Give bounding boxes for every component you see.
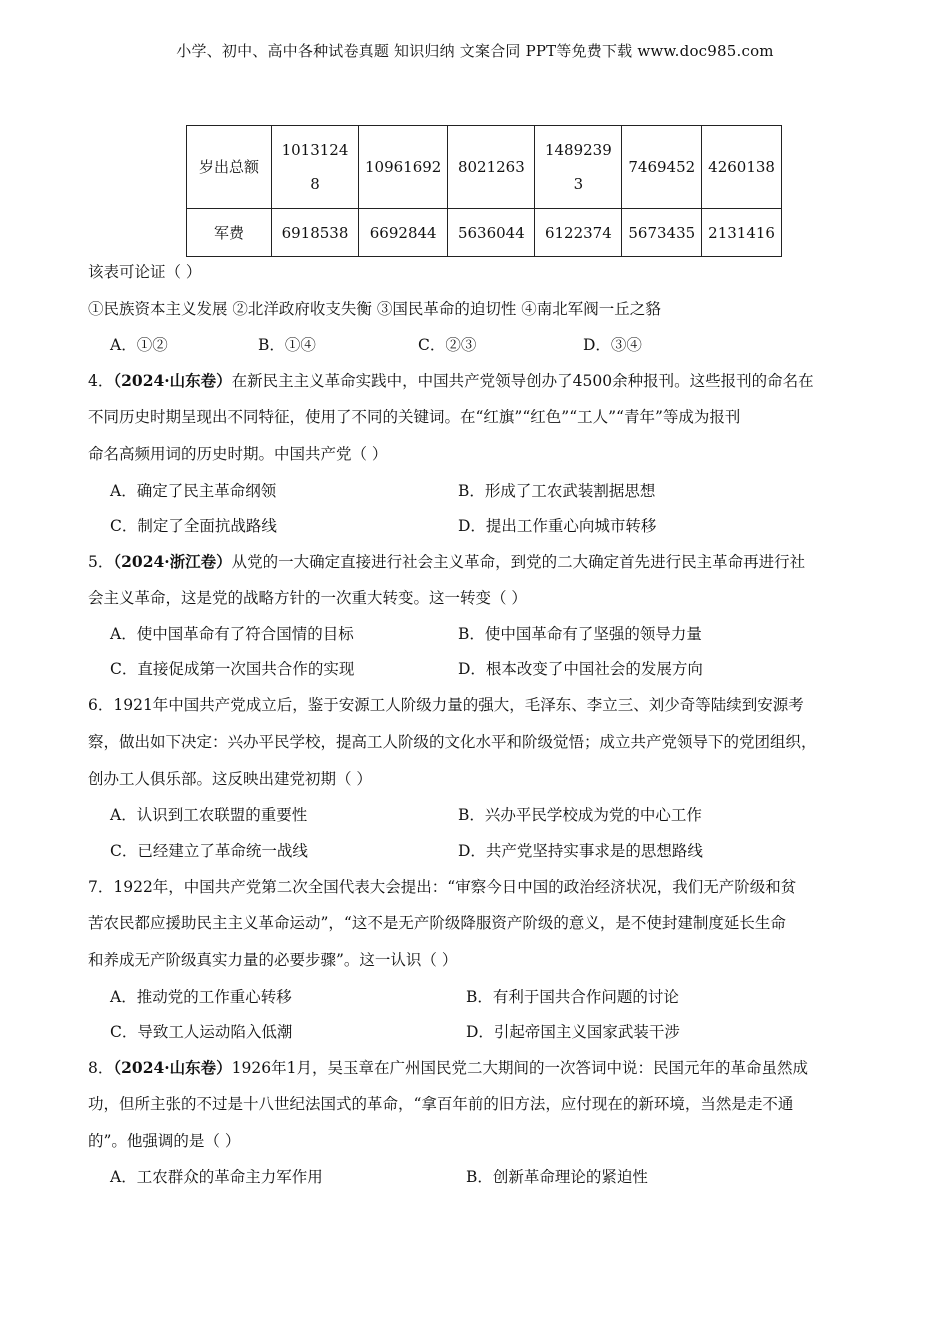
q6-line2: 察，做出如下决定：兴办平民学校，提高工人阶级的文化水平和阶级觉悟；成立共产党领导下的党团组织， (88, 733, 817, 751)
q7-option-a[interactable]: A．推动党的工作重心转移 (110, 988, 292, 1006)
table-cell: 5673435 (622, 209, 702, 257)
q5-option-b[interactable]: B．使中国革命有了坚强的领导力量 (458, 625, 702, 643)
table-cell: 7469452 (622, 126, 702, 209)
table-cell: 5636044 (448, 209, 535, 257)
q6-line1: 6．1921年中国共产党成立后，鉴于安源工人阶级力量的强大，毛泽东、李立三、刘少奇等陆续到安源考 (88, 696, 804, 714)
q4-number: 4． (88, 372, 114, 390)
table-cell: 10131248 (272, 126, 359, 209)
table-cell: 6918538 (272, 209, 359, 257)
q3-option-c[interactable]: C．②③ (418, 336, 477, 354)
q7-option-b[interactable]: B．有利于国共合作问题的讨论 (466, 988, 679, 1006)
q3-option-b[interactable]: B．①④ (258, 336, 316, 354)
q8-text: 1926年1月，吴玉章在广州国民党二大期间的一次答词中说：民国元年的革命虽然成 (231, 1059, 808, 1077)
q5-option-c[interactable]: C．直接促成第一次国共合作的实现 (110, 660, 355, 678)
table-cell: 2131416 (702, 209, 782, 257)
q7-option-d[interactable]: D．引起帝国主义国家武装干涉 (466, 1023, 680, 1041)
q4-text: 在新民主主义革命实践中，中国共产党领导创办了4500余种报刊。这些报刊的命名在 (231, 372, 814, 390)
q5-option-a[interactable]: A．使中国革命有了符合国情的目标 (110, 625, 354, 643)
q5-line2: 会主义革命，这是党的战略方针的一次重大转变。这一转变（ ） (88, 589, 527, 607)
table-cell: 10961692 (359, 126, 448, 209)
row-label: 岁出总额 (187, 126, 272, 209)
q6-option-c[interactable]: C．已经建立了革命统一战线 (110, 842, 308, 860)
q3-option-a[interactable]: A．①② (110, 336, 168, 354)
table-cell: 6122374 (535, 209, 622, 257)
q4-option-b[interactable]: B．形成了工农武装割据思想 (458, 482, 656, 500)
q5-text: 从党的一大确定直接进行社会主义革命，到党的二大确定首先进行民主革命再进行社 (231, 553, 806, 571)
q4-line3: 命名高频用词的历史时期。中国共产党（ ） (88, 445, 388, 463)
q3-option-d[interactable]: D．③④ (583, 336, 642, 354)
q8-source: （2024·山东卷） (113, 1058, 232, 1077)
q3-items: ①民族资本主义发展 ②北洋政府收支失衡 ③国民革命的迫切性 ④南北军阀一丘之貉 (88, 300, 661, 318)
q4-option-d[interactable]: D．提出工作重心向城市转移 (458, 517, 657, 535)
q5-number: 5． (88, 553, 114, 571)
q8-line3: 的”。他强调的是（ ） (88, 1132, 241, 1150)
q4-line1 (88, 369, 814, 391)
q8-line2: 功，但所主张的不过是十八世纪法国式的革命，“拿百年前的旧方法，应付现在的新环境，当然是走不通 (88, 1095, 794, 1113)
q6-line3: 创办工人俱乐部。这反映出建党初期（ ） (88, 770, 372, 788)
q6-option-d[interactable]: D．共产党坚持实事求是的思想路线 (458, 842, 703, 860)
q8-option-a[interactable]: A．工农群众的革命主力军作用 (110, 1168, 323, 1186)
table-cell: 4260138 (702, 126, 782, 209)
q4-source: （2024·山东卷） (113, 371, 232, 390)
page-header: 小学、初中、高中各种试卷真题 知识归纳 文案合同 PPT等免费下载 www.doc985.com (176, 42, 774, 60)
q4-line2: 不同历史时期呈现出不同特征，使用了不同的关键词。在“红旗”“红色”“工人”“青年”等成为报刊 (88, 408, 741, 426)
q7-line3: 和养成无产阶级真实力量的必要步骤”。这一认识（ ） (88, 951, 458, 969)
table-cell: 14892393 (535, 126, 622, 209)
q6-option-a[interactable]: A．认识到工农联盟的重要性 (110, 806, 308, 824)
q5-line1 (88, 550, 805, 572)
q5-option-d[interactable]: D．根本改变了中国社会的发展方向 (458, 660, 703, 678)
table-cell: 6692844 (359, 209, 448, 257)
q7-option-c[interactable]: C．导致工人运动陷入低潮 (110, 1023, 293, 1041)
q8-line1 (88, 1056, 808, 1078)
row-label: 军费 (187, 209, 272, 257)
table-cell: 8021263 (448, 126, 535, 209)
q6-option-b[interactable]: B．兴办平民学校成为党的中心工作 (458, 806, 702, 824)
table-row (187, 126, 782, 209)
q8-number: 8． (88, 1059, 114, 1077)
q3-stem: 该表可论证（ ） (88, 263, 202, 281)
q8-option-b[interactable]: B．创新革命理论的紧迫性 (466, 1168, 648, 1186)
table-row (187, 209, 782, 257)
q5-source: （2024·浙江卷） (113, 552, 232, 571)
q7-line2: 苦农民都应援助民主主义革命运动”，“这不是无产阶级降服资产阶级的意义，是不使封建制度延长生命 (88, 914, 786, 932)
q4-option-a[interactable]: A．确定了民主革命纲领 (110, 482, 277, 500)
q4-option-c[interactable]: C．制定了全面抗战路线 (110, 517, 277, 535)
q7-line1: 7．1922年，中国共产党第二次全国代表大会提出：“审察今日中国的政治经济状况，我们无产阶级和贫 (88, 878, 797, 896)
budget-table (186, 125, 782, 257)
